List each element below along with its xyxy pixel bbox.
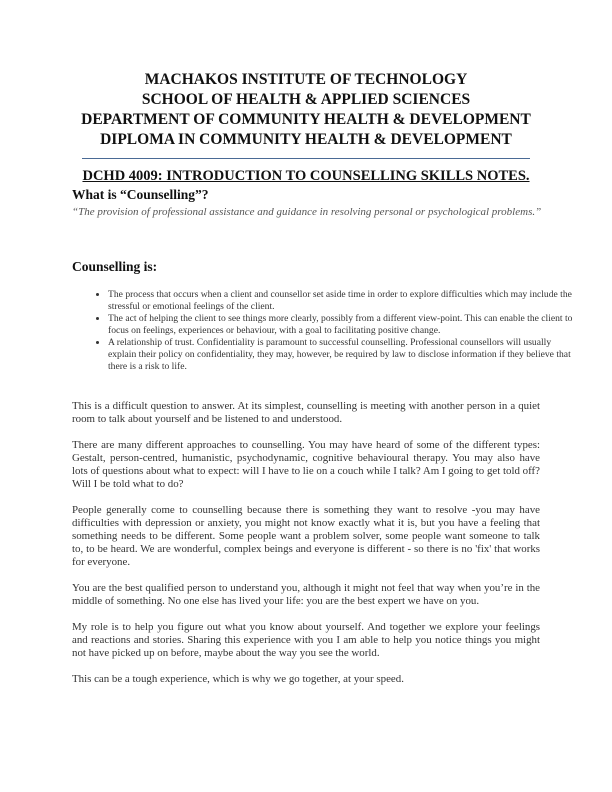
header-line: DEPARTMENT OF COMMUNITY HEALTH & DEVELOPMENT <box>81 111 531 128</box>
paragraph: People generally come to counselling because there is something they want to resolve -you may have difficulties with depression or anxiety, you might not know exactly what it is, but you have a feeling that something needs to be different. Some people want a problem solver, some people want someone to talk to, to be heard. We are wonderful, complex beings and everyone is different - so there is no 'fix' that works for everyone. <box>72 504 540 568</box>
paragraph: My role is to help you figure out what you know about yourself. And together we explore your feelings and reactions and stories. Sharing this experience with you I am able to help you notice things you might not have picked up on before, maybe about the way you see the world. <box>72 621 540 659</box>
header-line: MACHAKOS INSTITUTE OF TECHNOLOGY <box>144 71 468 88</box>
paragraph: There are many different approaches to counselling. You may have heard of some of the different types: Gestalt, person-centred, humanistic, psychodynamic, cognitive behavioural therapy. You may also have lots of questions about what to expect: will I have to lie on a couch while I talk? Am I going to get told off? Will I be told what to do? <box>72 439 540 490</box>
bullet-list <box>72 289 578 373</box>
divider <box>82 158 530 159</box>
list-item: • The act of helping the client to see things more clearly, possibly from a different view-point. This can enable the client to focus on feelings, experiences or behaviour, with a goal to facilitating positive change. <box>108 313 578 337</box>
section-heading: What is “Counselling”? <box>72 187 209 202</box>
course-title: DCHD 4009: INTRODUCTION TO COUNSELLING SKILLS NOTES. <box>82 168 530 184</box>
paragraph: You are the best qualified person to understand you, although it might not feel that way when you’re in the middle of something. No one else has lived your life: you are the best expert we have on you. <box>72 582 540 607</box>
list-item: • The process that occurs when a client and counsellor set aside time in order to explore difficulties which may include the stressful or emotional feelings of the client. <box>108 289 578 313</box>
definition-quote: “The provision of professional assistance and guidance in resolving personal or psychological problems.” <box>72 206 542 218</box>
section-heading: Counselling is: <box>72 259 158 274</box>
list-item: • A relationship of trust. Confidentiality is paramount to successful counselling. Professional counsellors will usually explain their policy on confidentiality, they may, however, be required by law to disclose information if they believe that there is a risk to life. <box>108 337 578 373</box>
paragraph: This can be a tough experience, which is why we go together, at your speed. <box>72 673 404 685</box>
paragraph: This is a difficult question to answer. At its simplest, counselling is meeting with another person in a quiet room to talk about yourself and be listened to and understood. <box>72 400 540 425</box>
body-text <box>72 400 540 699</box>
institution-header <box>0 70 612 150</box>
header-line: DIPLOMA IN COMMUNITY HEALTH & DEVELOPMENT <box>100 131 512 148</box>
header-line: SCHOOL OF HEALTH & APPLIED SCIENCES <box>141 91 471 108</box>
